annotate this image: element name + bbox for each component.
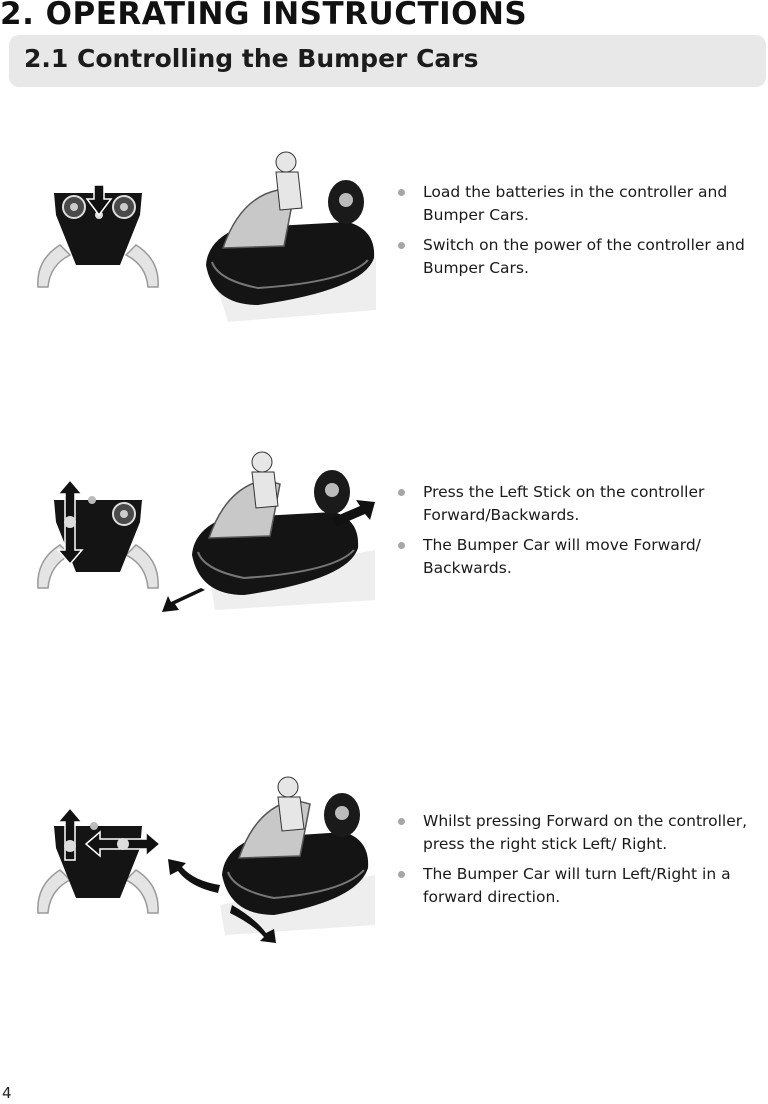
step-1-instructions	[398, 181, 748, 287]
page-title: 2. OPERATING INSTRUCTIONS	[0, 0, 528, 32]
bumper-car-illustration	[160, 450, 380, 620]
instruction-text: Switch on the power of the controller and Bumper Cars.	[423, 236, 745, 277]
instruction-text: Press the Left Stick on the controller Forward/Backwards.	[423, 483, 705, 524]
instruction-item	[398, 863, 748, 909]
instruction-item	[398, 181, 748, 227]
bullet-icon	[398, 189, 405, 196]
bullet-icon	[398, 871, 405, 878]
subsection-title: 2.1 Controlling the Bumper Cars	[24, 44, 479, 73]
instruction-text: The Bumper Car will turn Left/Right in a forward direction.	[423, 865, 731, 906]
instruction-item	[398, 534, 748, 580]
bullet-icon	[398, 242, 405, 249]
instruction-text: Load the batteries in the controller and Bumper Cars.	[423, 183, 728, 224]
bullet-icon	[398, 542, 405, 549]
step-2-instructions	[398, 481, 748, 587]
instruction-item	[398, 810, 748, 856]
instruction-text: Whilst pressing Forward on the controller, press the right stick Left/ Right.	[423, 812, 748, 853]
controller-illustration	[28, 480, 168, 595]
bumper-car-illustration	[160, 775, 380, 945]
step-3-instructions	[398, 810, 748, 916]
instruction-text: The Bumper Car will move Forward/ Backwards.	[423, 536, 701, 577]
instruction-item	[398, 481, 748, 527]
bumper-car-illustration	[198, 150, 378, 325]
bullet-icon	[398, 489, 405, 496]
instruction-item	[398, 234, 748, 280]
bullet-icon	[398, 818, 405, 825]
controller-illustration	[28, 185, 168, 295]
controller-illustration	[28, 808, 168, 923]
page-number: 4	[2, 1084, 12, 1102]
